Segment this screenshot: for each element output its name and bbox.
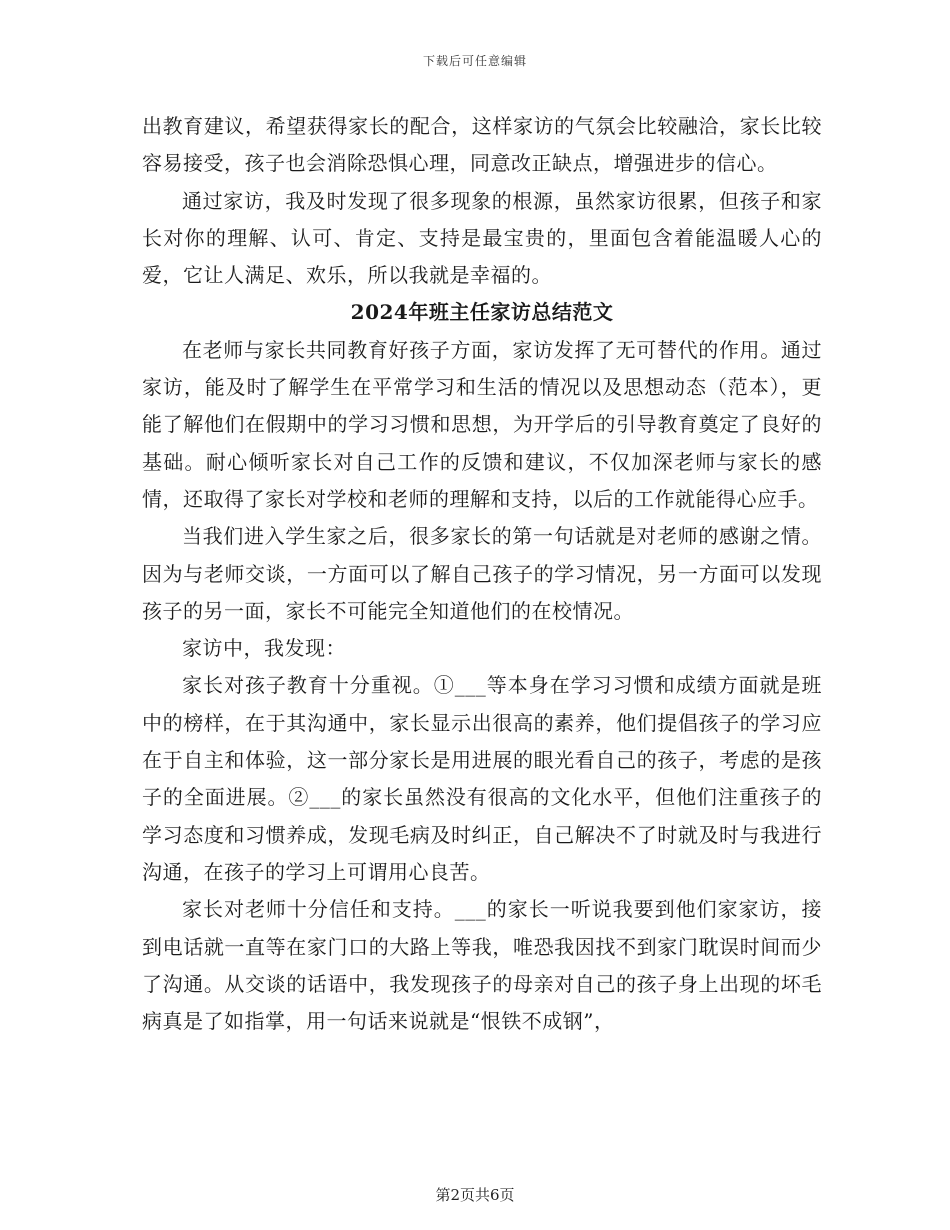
section-title: 2024年班主任家访总结范文	[350, 300, 614, 325]
document-body	[142, 108, 822, 1040]
paragraph: 通过家访，我及时发现了很多现象的根源，虽然家访很累，但孩子和家长对你的理解、认可、肯定、支持是最宝贵的，里面包含着能温暖人心的爱，它让人满足、欢乐，所以我就是幸福的。	[142, 188, 822, 288]
page-number: 第2页共6页	[435, 1186, 515, 1204]
paragraph: 当我们进入学生家之后，很多家长的第一句话就是对老师的感谢之情。因为与老师交谈，一方面可以了解自己孩子的学习情况，另一方面可以发现孩子的另一面，家长不可能完全知道他们的在校情况。	[142, 524, 822, 623]
page-header-note: 下载后可任意编辑	[422, 54, 527, 68]
paragraph: 家长对老师十分信任和支持。___的家长一听说我要到他们家家访，接到电话就一直等在家门口的大路上等我，唯恐我因找不到家门耽误时间而少了沟通。从交谈的话语中，我发现孩子的母亲对自己的孩子身上出现的坏毛病真是了如指掌，用一句话来说就是“恨铁不成钢”，	[142, 897, 822, 1034]
paragraph: 家长对孩子教育十分重视。①___等本身在学习习惯和成绩方面就是班中的榜样，在于其沟通中，家长显示出很高的素养，他们提倡孩子的学习应在于自主和体验，这一部分家长是用进展的眼光看自己的孩子，考虑的是孩子的全面进展。②___的家长虽然没有很高的文化水平，但他们注重孩子的学习态度和习惯养成，发现毛病及时纠正，自己解决不了时就及时与我进行沟通，在孩子的学习上可谓用心良苦。	[142, 673, 822, 884]
paragraph: 家访中，我发现：	[182, 636, 346, 661]
paragraph: 在老师与家长共同教育好孩子方面，家访发挥了无可替代的作用。通过家访，能及时了解学生在平常学习和生活的情况以及思想动态（范本），更能了解他们在假期中的学习习惯和思想，为开学后的引导教育奠定了良好的基础。耐心倾听家长对自己工作的反馈和建议，不仅加深老师与家长的感情，还取得了家长对学校和老师的理解和支持，以后的工作就能得心应手。	[142, 337, 822, 511]
paragraph-continued: 出教育建议，希望获得家长的配合，这样家访的气氛会比较融洽，家长比较容易接受，孩子也会消除恐惧心理，同意改正缺点，增强进步的信心。	[142, 114, 822, 176]
